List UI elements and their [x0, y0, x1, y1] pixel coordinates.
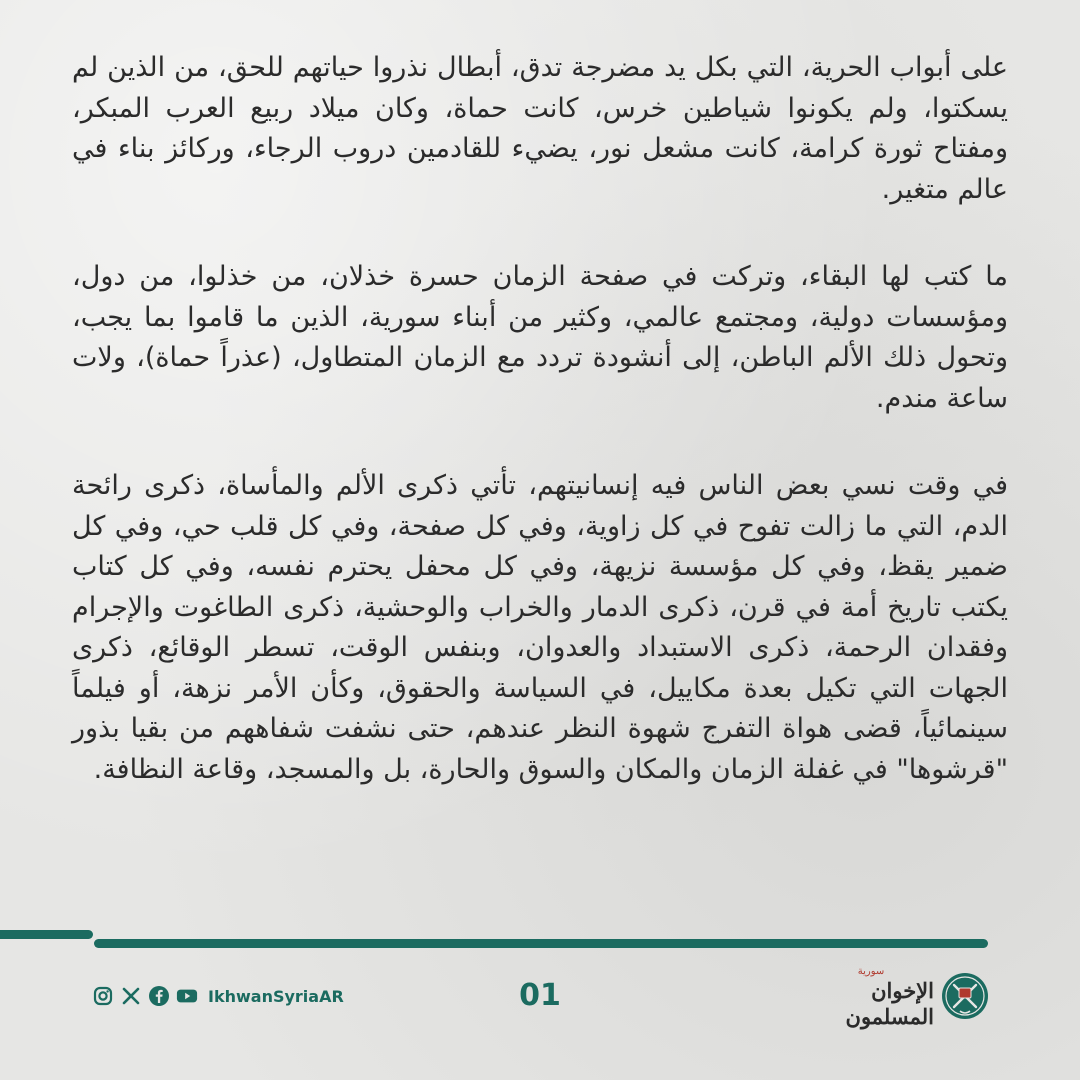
footer-divider-long	[94, 939, 988, 948]
footer-divider-short	[0, 930, 93, 939]
logo-name: الإخوان المسلمون	[845, 978, 934, 1029]
page-number: 01	[519, 978, 561, 1013]
logo-country: سورية	[857, 966, 885, 977]
article-paragraph-3: في وقت نسي بعض الناس فيه إنسانيتهم، تأتي ذكرى الألم والمأساة، ذكرى رائحة الدم، التي ما زالت تفوح في كل زاوية، وفي كل صفحة، وفي كل قلب حي، وفي كل ضمير يقظ، وفي كل مؤسسة نزيهة، وفي كل محفل يحترم نفسه، وفي كل كتاب يكتب تاريخ أمة في قرن، ذكرى الدمار والخراب والوحشية، ذكرى الطاغوت والإجرام وفقدان الرحمة، ذكرى الاستبداد والعدوان، وبنفس الوقت، تسطر الوقائع، ذكرى الجهات التي تكيل بعدة مكاييل، في السياسة والحقوق، وكأن الأمر نزهة، أو فيلماً سينمائياً، قضى هواة التفرج شهوة النظر عندهم، حتى نشفت شفاههم من بقيا بذور "قرشوها" في غفلة الزمان والمكان والسوق والحارة، بل والمسجد، وقاعة النظافة.	[72, 470, 1008, 785]
logo-wordmark	[808, 966, 934, 1030]
social-links	[92, 984, 344, 1008]
article-paragraph-1: على أبواب الحرية، التي بكل يد مضرجة تدق، أبطال نذروا حياتهم للحق، من الذين لم يسكتوا، ولم يكونوا شياطين خرس، كانت حماة، وكان ميلاد ربيع العرب المبكر، ومفتاح ثورة كرامة، كانت مشعل نور، يضيء للقادمين دروب الرجاء، وركائز بناء في عالم متغير.	[72, 52, 1008, 205]
social-handle[interactable]: IkhwanSyriaAR	[208, 986, 344, 1006]
youtube-icon[interactable]	[176, 985, 198, 1007]
x-icon[interactable]	[120, 985, 142, 1007]
instagram-icon[interactable]	[92, 985, 114, 1007]
article-paragraph-2: ما كتب لها البقاء، وتركت في صفحة الزمان حسرة خذلان، من خذلوا، من دول، ومؤسسات دولية، ومجتمع عالمي، وكثير من أبناء سورية، الذين ما قاموا بما يجب، وتحول ذلك الألم الباطن، إلى أنشودة تردد مع الزمان المتطاول، (عذراً حماة)، ولات ساعة مندم.	[72, 261, 1008, 414]
emblem-icon	[940, 971, 990, 1025]
facebook-icon[interactable]	[148, 985, 170, 1007]
brand-logo	[808, 966, 990, 1029]
article-body	[72, 48, 1008, 837]
